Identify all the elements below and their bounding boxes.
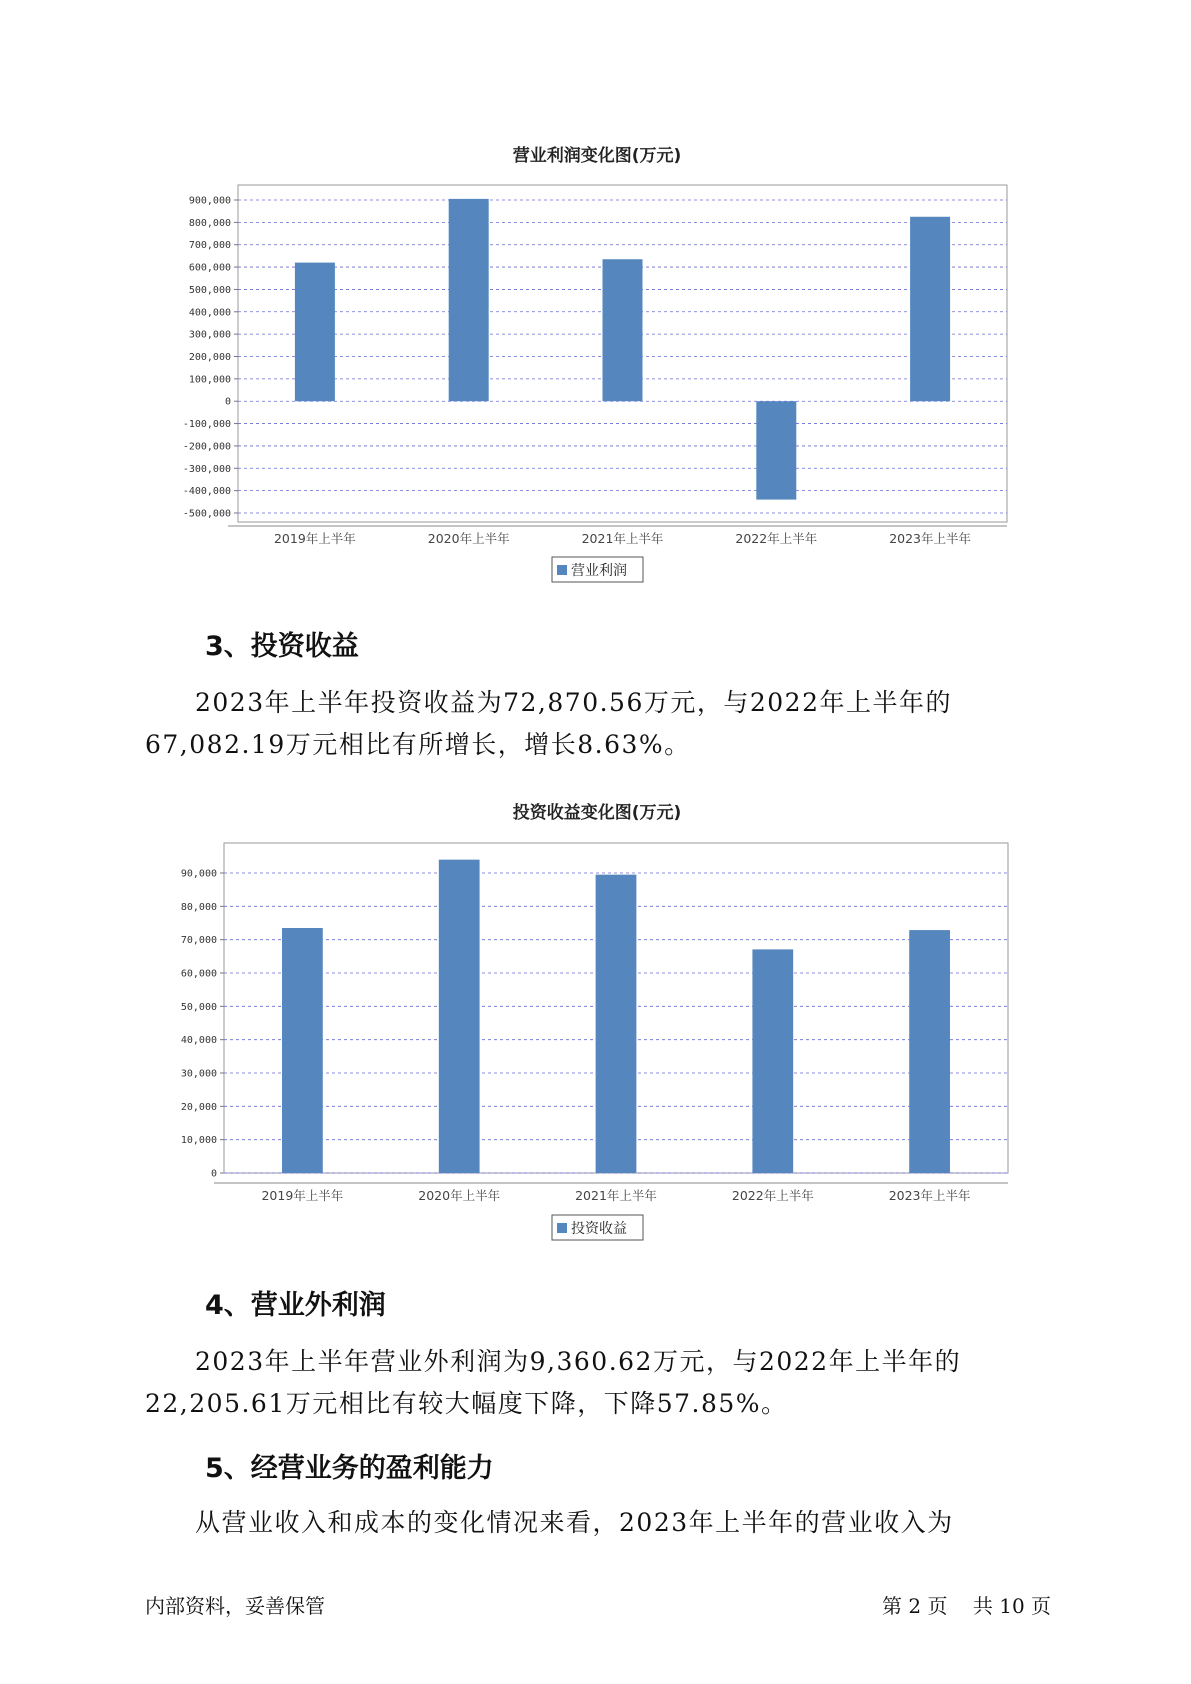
y-tick-label: 70,000 bbox=[180, 935, 217, 947]
y-tick-label: 800,000 bbox=[188, 217, 231, 229]
y-tick-label: -100,000 bbox=[182, 419, 231, 431]
y-tick-label: 300,000 bbox=[188, 329, 231, 341]
section-5-paragraph: 从营业收入和成本的变化情况来看，2023年上半年的营业收入为 bbox=[195, 1508, 954, 1537]
section-5-heading: 5、经营业务的盈利能力 bbox=[205, 1453, 494, 1484]
bar bbox=[596, 875, 637, 1173]
section-3-heading: 3、投资收益 bbox=[205, 631, 359, 662]
bar bbox=[282, 928, 323, 1173]
footer-total-pages: 共 10 页 bbox=[972, 1594, 1052, 1618]
y-tick-label: 700,000 bbox=[188, 240, 231, 252]
y-tick-label: 30,000 bbox=[180, 1068, 217, 1080]
bar bbox=[439, 860, 480, 1173]
section-3-paragraph: 2023年上半年投资收益为72,870.56万元，与2022年上半年的67,082.19万元相比有所增长，增长8.63%。 bbox=[145, 688, 952, 759]
x-tick-label: 2020年上半年 bbox=[427, 531, 510, 546]
y-tick-label: 100,000 bbox=[188, 374, 231, 386]
x-tick-label: 2023年上半年 bbox=[888, 1188, 971, 1203]
y-tick-label: 0 bbox=[224, 396, 231, 408]
y-tick-label: 20,000 bbox=[180, 1101, 217, 1113]
chart-title: 营业利润变化图(万元) bbox=[512, 146, 682, 166]
footer-confidential-note: 内部资料，妥善保管 bbox=[145, 1594, 325, 1618]
x-tick-label: 2019年上半年 bbox=[261, 1188, 344, 1203]
y-tick-label: -200,000 bbox=[182, 441, 231, 453]
x-tick-label: 2022年上半年 bbox=[731, 1188, 814, 1203]
y-tick-label: -500,000 bbox=[182, 508, 231, 520]
x-tick-label: 2020年上半年 bbox=[418, 1188, 501, 1203]
y-tick-label: 400,000 bbox=[188, 307, 231, 319]
y-tick-label: 90,000 bbox=[180, 868, 217, 880]
section-4-heading: 4、营业外利润 bbox=[205, 1290, 386, 1321]
x-tick-label: 2021年上半年 bbox=[581, 531, 664, 546]
y-tick-label: 500,000 bbox=[188, 284, 231, 296]
bar bbox=[909, 930, 950, 1173]
section-4-paragraph: 2023年上半年营业外利润为9,360.62万元，与2022年上半年的22,205.61万元相比有较大幅度下降，下降57.85%。 bbox=[145, 1347, 962, 1418]
y-tick-label: 40,000 bbox=[180, 1035, 217, 1047]
y-tick-label: 200,000 bbox=[188, 352, 231, 363]
y-tick-label: 50,000 bbox=[180, 1001, 217, 1013]
x-tick-label: 2021年上半年 bbox=[575, 1188, 657, 1203]
footer-page-info bbox=[882, 1590, 1051, 1619]
x-tick-label: 2019年上半年 bbox=[273, 531, 356, 546]
legend-label: 营业利润 bbox=[571, 563, 627, 579]
y-tick-label: 600,000 bbox=[188, 262, 231, 274]
x-tick-label: 2022年上半年 bbox=[735, 531, 818, 546]
y-tick-label: -400,000 bbox=[182, 486, 231, 498]
chart-title: 投资收益变化图(万元) bbox=[512, 803, 682, 823]
y-tick-label: -300,000 bbox=[182, 463, 231, 475]
legend-label: 投资收益 bbox=[571, 1221, 627, 1237]
y-tick-label: 0 bbox=[210, 1168, 217, 1180]
x-tick-label: 2023年上半年 bbox=[889, 531, 972, 546]
y-tick-label: 900,000 bbox=[188, 195, 231, 207]
y-tick-label: 10,000 bbox=[180, 1135, 217, 1147]
footer-page-number: 第 2 页 bbox=[882, 1594, 948, 1618]
bar bbox=[752, 949, 793, 1173]
legend-swatch bbox=[557, 1223, 567, 1233]
y-tick-label: 60,000 bbox=[180, 968, 217, 980]
y-tick-label: 80,000 bbox=[180, 901, 217, 913]
